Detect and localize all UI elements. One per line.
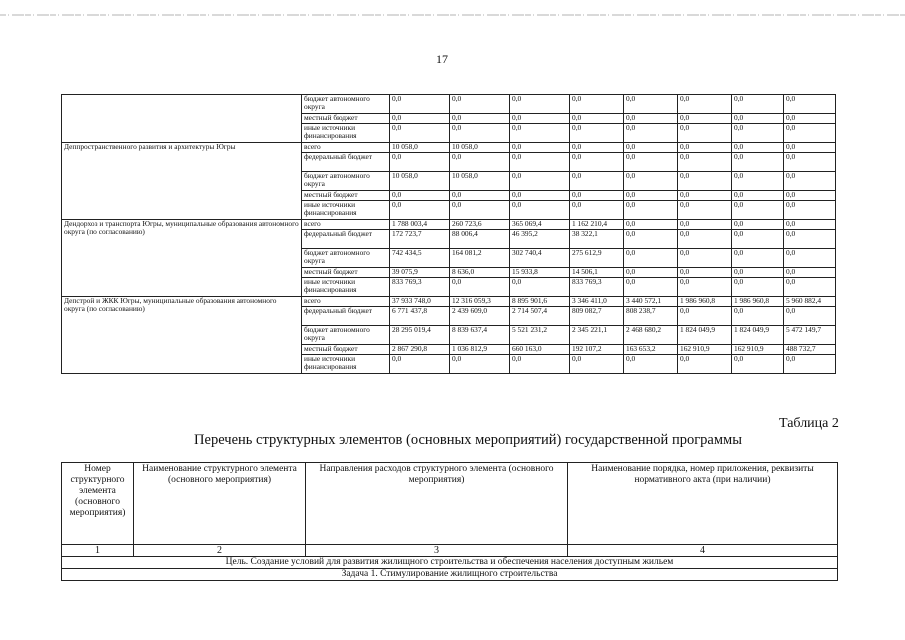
amount-cell: 0,0 bbox=[624, 172, 678, 191]
amount-cell: 0,0 bbox=[678, 268, 732, 278]
amount-cell: 12 316 059,3 bbox=[450, 297, 510, 307]
amount-cell: 0,0 bbox=[624, 191, 678, 201]
amount-cell: 0,0 bbox=[390, 95, 450, 114]
amount-cell: 0,0 bbox=[678, 278, 732, 297]
amount-cell: 0,0 bbox=[678, 191, 732, 201]
header-element-number: Номер структурного элемента (основного мероприятия) bbox=[62, 463, 134, 545]
amount-cell: 163 653,2 bbox=[624, 345, 678, 355]
funding-source: иные источники финансирования bbox=[302, 201, 390, 220]
amount-cell: 3 440 572,1 bbox=[624, 297, 678, 307]
amount-cell: 1 824 049,9 bbox=[678, 326, 732, 345]
header-regulatory-act: Наименование порядка, номер приложения, реквизиты нормативного акта (при наличии) bbox=[568, 463, 838, 545]
amount-cell: 0,0 bbox=[390, 124, 450, 143]
amount-cell: 0,0 bbox=[732, 114, 784, 124]
amount-cell: 0,0 bbox=[784, 268, 836, 278]
amount-cell: 0,0 bbox=[510, 201, 570, 220]
amount-cell: 0,0 bbox=[624, 143, 678, 153]
amount-cell: 0,0 bbox=[784, 153, 836, 172]
amount-cell: 302 740,4 bbox=[510, 249, 570, 268]
funding-source: местный бюджет bbox=[302, 268, 390, 278]
amount-cell: 5 521 231,2 bbox=[510, 326, 570, 345]
amount-cell: 0,0 bbox=[510, 114, 570, 124]
amount-cell: 0,0 bbox=[450, 124, 510, 143]
amount-cell: 0,0 bbox=[450, 191, 510, 201]
amount-cell: 0,0 bbox=[624, 268, 678, 278]
amount-cell: 38 322,1 bbox=[570, 230, 624, 249]
amount-cell: 0,0 bbox=[784, 114, 836, 124]
amount-cell: 2 867 290,8 bbox=[390, 345, 450, 355]
amount-cell: 0,0 bbox=[784, 191, 836, 201]
funding-source: местный бюджет bbox=[302, 114, 390, 124]
amount-cell: 808 238,7 bbox=[624, 307, 678, 326]
amount-cell: 8 839 637,4 bbox=[450, 326, 510, 345]
amount-cell: 2 345 221,1 bbox=[570, 326, 624, 345]
amount-cell: 0,0 bbox=[784, 249, 836, 268]
amount-cell: 833 769,3 bbox=[570, 278, 624, 297]
amount-cell: 1 824 049,9 bbox=[732, 326, 784, 345]
amount-cell: 1 986 960,8 bbox=[732, 297, 784, 307]
amount-cell: 0,0 bbox=[678, 124, 732, 143]
amount-cell: 488 732,7 bbox=[784, 345, 836, 355]
funding-source: всего bbox=[302, 220, 390, 230]
amount-cell: 0,0 bbox=[732, 124, 784, 143]
scan-artifact-line bbox=[0, 14, 905, 16]
amount-cell: 1 162 210,4 bbox=[570, 220, 624, 230]
budget-row bbox=[62, 95, 836, 114]
funding-source: иные источники финансирования bbox=[302, 124, 390, 143]
funding-source: всего bbox=[302, 143, 390, 153]
amount-cell: 88 006,4 bbox=[450, 230, 510, 249]
budget-table bbox=[61, 94, 836, 374]
amount-cell: 365 069,4 bbox=[510, 220, 570, 230]
amount-cell: 0,0 bbox=[732, 307, 784, 326]
amount-cell: 46 395,2 bbox=[510, 230, 570, 249]
amount-cell: 0,0 bbox=[678, 153, 732, 172]
amount-cell: 6 771 437,8 bbox=[390, 307, 450, 326]
amount-cell: 5 472 149,7 bbox=[784, 326, 836, 345]
amount-cell: 0,0 bbox=[678, 230, 732, 249]
amount-cell: 833 769,3 bbox=[390, 278, 450, 297]
funding-source: федеральный бюджет bbox=[302, 230, 390, 249]
goal-row: Цель. Создание условий для развития жилищного строительства и обеспечения населения доступным жильем bbox=[62, 557, 838, 569]
amount-cell: 0,0 bbox=[450, 153, 510, 172]
funding-source: бюджет автономного округа bbox=[302, 326, 390, 345]
amount-cell: 0,0 bbox=[678, 172, 732, 191]
amount-cell: 0,0 bbox=[784, 230, 836, 249]
amount-cell: 0,0 bbox=[784, 307, 836, 326]
amount-cell: 0,0 bbox=[510, 143, 570, 153]
amount-cell: 8 895 901,6 bbox=[510, 297, 570, 307]
page-number: 17 bbox=[436, 52, 448, 66]
amount-cell: 0,0 bbox=[570, 355, 624, 374]
amount-cell: 14 506,1 bbox=[570, 268, 624, 278]
amount-cell: 0,0 bbox=[624, 114, 678, 124]
amount-cell: 0,0 bbox=[784, 143, 836, 153]
amount-cell: 1 036 812,9 bbox=[450, 345, 510, 355]
amount-cell: 0,0 bbox=[570, 153, 624, 172]
funding-source: местный бюджет bbox=[302, 191, 390, 201]
amount-cell: 0,0 bbox=[510, 124, 570, 143]
amount-cell: 0,0 bbox=[570, 95, 624, 114]
amount-cell: 0,0 bbox=[678, 201, 732, 220]
amount-cell: 0,0 bbox=[784, 220, 836, 230]
amount-cell: 0,0 bbox=[732, 153, 784, 172]
header-element-name: Наименование структурного элемента (основного мероприятия) bbox=[134, 463, 306, 545]
executor-name: Депстрой и ЖКК Югры, муниципальные образования автономного округа (по согласованию) bbox=[62, 297, 302, 374]
amount-cell: 0,0 bbox=[570, 172, 624, 191]
amount-cell: 0,0 bbox=[678, 249, 732, 268]
amount-cell: 3 346 411,0 bbox=[570, 297, 624, 307]
executor-name: Дендорхоз и транспорта Югры, муниципальные образования автономного округа (по согласованию) bbox=[62, 220, 302, 297]
amount-cell: 0,0 bbox=[390, 114, 450, 124]
structure-table bbox=[61, 462, 838, 581]
amount-cell: 0,0 bbox=[784, 278, 836, 297]
amount-cell: 0,0 bbox=[390, 191, 450, 201]
amount-cell: 37 933 748,0 bbox=[390, 297, 450, 307]
amount-cell: 0,0 bbox=[732, 230, 784, 249]
amount-cell: 0,0 bbox=[450, 278, 510, 297]
column-number: 4 bbox=[568, 545, 838, 557]
executor-name bbox=[62, 95, 302, 143]
amount-cell: 809 082,7 bbox=[570, 307, 624, 326]
amount-cell: 660 163,0 bbox=[510, 345, 570, 355]
amount-cell: 162 910,9 bbox=[678, 345, 732, 355]
amount-cell: 164 081,2 bbox=[450, 249, 510, 268]
amount-cell: 0,0 bbox=[390, 201, 450, 220]
amount-cell: 0,0 bbox=[450, 355, 510, 374]
amount-cell: 0,0 bbox=[732, 355, 784, 374]
funding-source: бюджет автономного округа bbox=[302, 95, 390, 114]
amount-cell: 742 434,5 bbox=[390, 249, 450, 268]
funding-source: иные источники финансирования bbox=[302, 355, 390, 374]
funding-source: федеральный бюджет bbox=[302, 307, 390, 326]
amount-cell: 0,0 bbox=[732, 220, 784, 230]
column-number: 1 bbox=[62, 545, 134, 557]
amount-cell: 0,0 bbox=[510, 153, 570, 172]
table-title: Перечень структурных элементов (основных мероприятий) государственной программы bbox=[194, 432, 742, 448]
amount-cell: 0,0 bbox=[510, 172, 570, 191]
amount-cell: 0,0 bbox=[678, 220, 732, 230]
amount-cell: 10 058,0 bbox=[390, 143, 450, 153]
amount-cell: 172 723,7 bbox=[390, 230, 450, 249]
amount-cell: 0,0 bbox=[784, 201, 836, 220]
funding-source: федеральный бюджет bbox=[302, 153, 390, 172]
amount-cell: 0,0 bbox=[732, 268, 784, 278]
amount-cell: 10 058,0 bbox=[450, 172, 510, 191]
amount-cell: 0,0 bbox=[784, 355, 836, 374]
amount-cell: 0,0 bbox=[510, 95, 570, 114]
amount-cell: 0,0 bbox=[732, 278, 784, 297]
amount-cell: 0,0 bbox=[570, 191, 624, 201]
amount-cell: 28 295 019,4 bbox=[390, 326, 450, 345]
header-expense-directions: Направления расходов структурного элемента (основного мероприятия) bbox=[306, 463, 568, 545]
amount-cell: 0,0 bbox=[784, 172, 836, 191]
funding-source: иные источники финансирования bbox=[302, 278, 390, 297]
amount-cell: 0,0 bbox=[624, 95, 678, 114]
amount-cell: 15 933,8 bbox=[510, 268, 570, 278]
amount-cell: 0,0 bbox=[390, 355, 450, 374]
amount-cell: 0,0 bbox=[570, 201, 624, 220]
amount-cell: 0,0 bbox=[784, 124, 836, 143]
amount-cell: 162 910,9 bbox=[732, 345, 784, 355]
amount-cell: 0,0 bbox=[450, 114, 510, 124]
amount-cell: 0,0 bbox=[510, 191, 570, 201]
amount-cell: 0,0 bbox=[390, 153, 450, 172]
column-number: 3 bbox=[306, 545, 568, 557]
amount-cell: 0,0 bbox=[570, 143, 624, 153]
amount-cell: 1 986 960,8 bbox=[678, 297, 732, 307]
amount-cell: 5 960 882,4 bbox=[784, 297, 836, 307]
amount-cell: 8 636,0 bbox=[450, 268, 510, 278]
amount-cell: 2 714 507,4 bbox=[510, 307, 570, 326]
amount-cell: 0,0 bbox=[624, 124, 678, 143]
amount-cell: 0,0 bbox=[510, 278, 570, 297]
amount-cell: 0,0 bbox=[570, 124, 624, 143]
amount-cell: 2 468 680,2 bbox=[624, 326, 678, 345]
amount-cell: 0,0 bbox=[732, 172, 784, 191]
amount-cell: 0,0 bbox=[784, 95, 836, 114]
amount-cell: 0,0 bbox=[732, 95, 784, 114]
funding-source: всего bbox=[302, 297, 390, 307]
amount-cell: 0,0 bbox=[450, 95, 510, 114]
budget-row bbox=[62, 297, 836, 307]
amount-cell: 0,0 bbox=[570, 114, 624, 124]
amount-cell: 275 612,9 bbox=[570, 249, 624, 268]
amount-cell: 0,0 bbox=[678, 355, 732, 374]
amount-cell: 0,0 bbox=[450, 201, 510, 220]
amount-cell: 0,0 bbox=[732, 191, 784, 201]
amount-cell: 0,0 bbox=[624, 153, 678, 172]
amount-cell: 0,0 bbox=[678, 307, 732, 326]
funding-source: бюджет автономного округа bbox=[302, 172, 390, 191]
amount-cell: 0,0 bbox=[624, 278, 678, 297]
amount-cell: 0,0 bbox=[510, 355, 570, 374]
amount-cell: 0,0 bbox=[678, 95, 732, 114]
amount-cell: 192 107,2 bbox=[570, 345, 624, 355]
amount-cell: 0,0 bbox=[732, 201, 784, 220]
amount-cell: 0,0 bbox=[624, 249, 678, 268]
amount-cell: 2 439 609,0 bbox=[450, 307, 510, 326]
budget-row bbox=[62, 220, 836, 230]
amount-cell: 0,0 bbox=[732, 249, 784, 268]
funding-source: местный бюджет bbox=[302, 345, 390, 355]
amount-cell: 0,0 bbox=[624, 220, 678, 230]
amount-cell: 39 075,9 bbox=[390, 268, 450, 278]
amount-cell: 1 788 003,4 bbox=[390, 220, 450, 230]
task-row: Задача 1. Стимулирование жилищного строительства bbox=[62, 569, 838, 581]
amount-cell: 0,0 bbox=[732, 143, 784, 153]
amount-cell: 0,0 bbox=[678, 114, 732, 124]
amount-cell: 0,0 bbox=[624, 201, 678, 220]
funding-source: бюджет автономного округа bbox=[302, 249, 390, 268]
amount-cell: 0,0 bbox=[624, 355, 678, 374]
column-number: 2 bbox=[134, 545, 306, 557]
amount-cell: 10 058,0 bbox=[390, 172, 450, 191]
budget-row bbox=[62, 143, 836, 153]
amount-cell: 260 723,6 bbox=[450, 220, 510, 230]
amount-cell: 0,0 bbox=[678, 143, 732, 153]
executor-name: Деппространственного развития и архитектуры Югры bbox=[62, 143, 302, 220]
amount-cell: 10 058,0 bbox=[450, 143, 510, 153]
table-label: Таблица 2 bbox=[779, 416, 839, 431]
amount-cell: 0,0 bbox=[624, 230, 678, 249]
